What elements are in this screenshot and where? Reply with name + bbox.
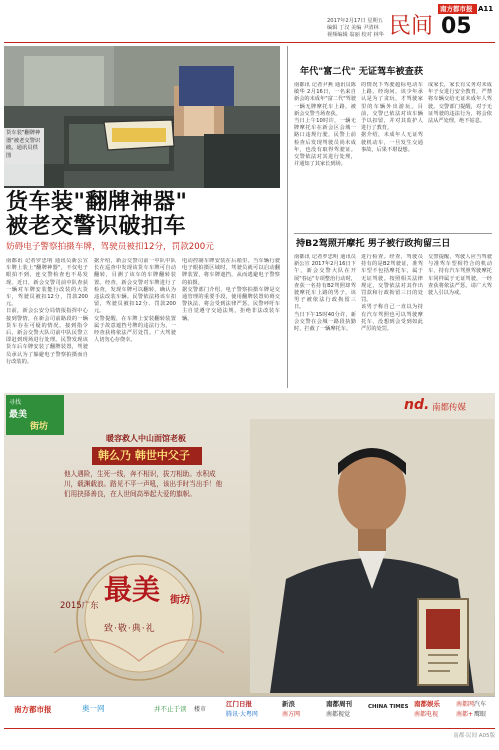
photo-caption: 货车装"翻牌神器"被老交警识破。通讯员供图: [6, 130, 41, 159]
truck-plate-photo: [4, 46, 280, 188]
sponsor-logo-oeee: 奥一网: [82, 704, 105, 713]
sponsor-logo-tencent: 腾讯·大粤网: [226, 711, 258, 718]
sponsor-logo-sina: 新浪: [282, 700, 295, 708]
lead-column-3: 电动控制车牌安装在后箱里，当车辆行驶电子眼拍摄区域时，驾驶员就可以启动翻牌装置，将车牌遮挡，从而逃避电子警察的拍摄。 据交警部门介绍，电子警察拍摄车牌是交通管理的重要手段，使用翻牌装置妨碍交警执法，将会受到法律严惩。民警呼吁车主自觉遵守交通法规，拒绝非法改装车辆。: [182, 258, 280, 322]
photo-caption-box: [4, 128, 44, 186]
sponsor-logo-chinatimes: CHINA TIMES: [368, 704, 409, 710]
sponsor-logo-ndweb: 南都网: [456, 701, 475, 708]
ad-corner-tag-sub: 街坊: [30, 422, 49, 432]
story2-column-3: 成家长，家长有义务对未成年子女进行安全教育，严禁将车辆交给无证未成年人驾驶。交警部门提醒，对于无证驾驶的违法行为，将会依法从严处理，绝不姑息。: [428, 82, 492, 125]
lead-column-2: 据介绍，新会交警司前一中队中队长在巡查中发现该货车车牌可自动翻转，目测了该车的车牌翻转装置。经查，新会交警对车牌进行了检查，发现车牌可以翻转，确认为违法改装车辆。民警依法将该车扣留，驾驶员被扣12分、罚款200元。 交警提醒，在车牌上安装翻转装置属于故意遮挡号牌的违法行为，一经查获将依法严厉处罚。广大驾驶人切勿心存侥幸。: [94, 258, 176, 344]
story3-column-1: 南都讯 记者罗忠明 通讯员新公宣 2017年2月16日下午，新会交警大队在开展"春运"专项整治行动时，查获一名持有B2驾照却驾驶摩托车上路的男子，该男子被依法行政拘留三日。 当日下午15时40分许，新会交警在会城一路段执勤时，拦截了一辆摩托车。: [294, 254, 356, 333]
lead-headline-line1: 货车装"翻牌神器": [6, 190, 188, 215]
sponsor-logo-read: 并不止于读: [154, 705, 187, 713]
story-divider: [294, 233, 492, 234]
story2-column-1: 南都讯 记者尹燕 通讯员陈敏华 2月16日，一名来自新会的未成年"富二代"驾驶一辆无牌摩托车上路，被新会交警当场查获。 当日上午10时许，一辆无牌摩托车在新会区会城一路口违规行驶，民警上前检查后发现驾驶员尚未成年，也没有取得驾驶证。交警依法对其进行处理，并通知了其家长到场。: [294, 82, 356, 168]
masthead-divider: [4, 42, 495, 43]
editor-line: 编辑 丁汉 美编 尹清林: [327, 25, 379, 31]
lead-photo: [4, 46, 280, 188]
lead-right-divider: [287, 46, 288, 388]
masthead-logo: 南方都市报: [440, 5, 473, 13]
story3-headline: 持B2驾照开摩托 男子被行政拘留三日: [296, 238, 451, 249]
ad-corner-tag-main: 最美: [9, 410, 28, 420]
ad-quote: 他人遇险，生死一线，奔不相识，拔刀相助。水积成川，载渊载浪。路见不平一声吼，该出手时当出手！他们用抉择善良，在人世间高举起大爱的旗帜。: [64, 470, 223, 498]
masthead: [0, 0, 499, 46]
ad-kicker: 暖容救人中山面馆老板: [106, 434, 186, 443]
story2-column-2: 的情况下驾驶超标电动车上路。经询问，该少年承认是为了贪玩，才驾驶家里的车辆外出游玩。目前，交警已依法对该车辆予以扣留，并对其监护人进行了教育。 据介绍，未成年人无证驾驶机动车，一旦发生交通事故，后果不堪设想。: [361, 82, 423, 153]
portrait-man-photo: [250, 419, 494, 693]
sponsor-logo-ndsj: 南都视觉: [326, 711, 351, 718]
ad-banner: [4, 393, 495, 723]
sponsor-logo-ndplus: 南都+: [456, 711, 474, 718]
ad-big-title-suffix: 街坊: [170, 595, 190, 606]
section-badge: A11: [478, 5, 494, 13]
nd-brand-name: 南都传媒: [432, 403, 467, 413]
date-line: 2017年2月17日 星期五: [327, 18, 383, 24]
ad-year-line: 2015广东: [60, 601, 99, 611]
check-line: 视频编辑 翁丽 校对 林华: [327, 32, 384, 38]
lead-subhead: 妨碍电子警察拍摄车牌，驾驶员被扣12分，罚款200元: [6, 242, 214, 252]
story2-headline: 年代"富二代" 无证驾车被查获: [300, 66, 424, 77]
footer-strip: 南都·民间 A05版: [4, 728, 495, 743]
ad-name-title: 韩么乃 韩世中父子: [98, 449, 190, 462]
story3-column-2: 进行检查。经查，驾驶员持有的是B2驾驶证，准驾车型不包括摩托车，属于无证驾驶。按照相关法律规定，交警依法对其作出罚款和行政拘留三日的处罚。 该男子称自己一直以为持有汽车驾照也可以驾驶摩托车，没想到会受到如此严厉的处罚。: [361, 254, 423, 333]
sponsor-logo-jiangmen: 江门日报: [226, 700, 252, 708]
sponsor-logo-southcn: 南方网: [282, 711, 301, 718]
story3-column-3: 交警提醒，驾驶人应当驾驶与准驾车型相符合的机动车，持有汽车驾照驾驶摩托车同样属于无证驾驶，一经查获将依法严惩。请广大驾驶人引以为戒。: [428, 254, 492, 297]
section-name: 民间: [389, 14, 434, 39]
ad-corner-tag-small: 寻找: [9, 399, 22, 406]
sponsor-logo-auto: 汽车: [474, 701, 487, 708]
page-number: 05: [441, 14, 472, 39]
sponsor-logo-ndyl: 南都娱乐: [414, 700, 440, 708]
lead-column-1: 南都讯 记者罗忠明 通讯员新公宣 车牌上装上"翻牌神器"，不仅电子眼拍不到，连交警检查也不易发现。近日，新会交警司前中队查获一辆对车牌安装能行改装的大货车，驾驶员被扣12分，罚款200元。 日前，新会公安分局情报指挥中心接到警情，在新会司前路段的一辆货车存在可疑的情况。接到指令后，新会交警大队司前中队民警立即赶到现场进行处理。民警发现该货车后车牌安装了翻牌装置，驾驶员承认为了躲避电子警察拍摄而自行改装的。: [6, 258, 88, 365]
sponsor-logo-ndzk: 南都周刊: [326, 700, 352, 708]
ad-portrait: [250, 419, 494, 693]
ad-corner-tag: [6, 395, 64, 435]
lead-headline-line2: 被老交警识破扣车: [6, 214, 187, 239]
ad-rosette: [34, 543, 244, 693]
sponsor-logo-ndtv: 南都电视: [414, 711, 439, 718]
ad-ribbon: 致·敬·典·礼: [104, 624, 156, 634]
sponsor-logo-eye: 鹰眼: [474, 711, 487, 718]
nd-logo-mark: nd.: [404, 397, 430, 413]
sponsor-logo-house: 楼市: [194, 706, 207, 713]
sponsor-logo-nandu: 南方都市报: [14, 705, 52, 714]
ad-big-title: 最美: [104, 573, 161, 606]
